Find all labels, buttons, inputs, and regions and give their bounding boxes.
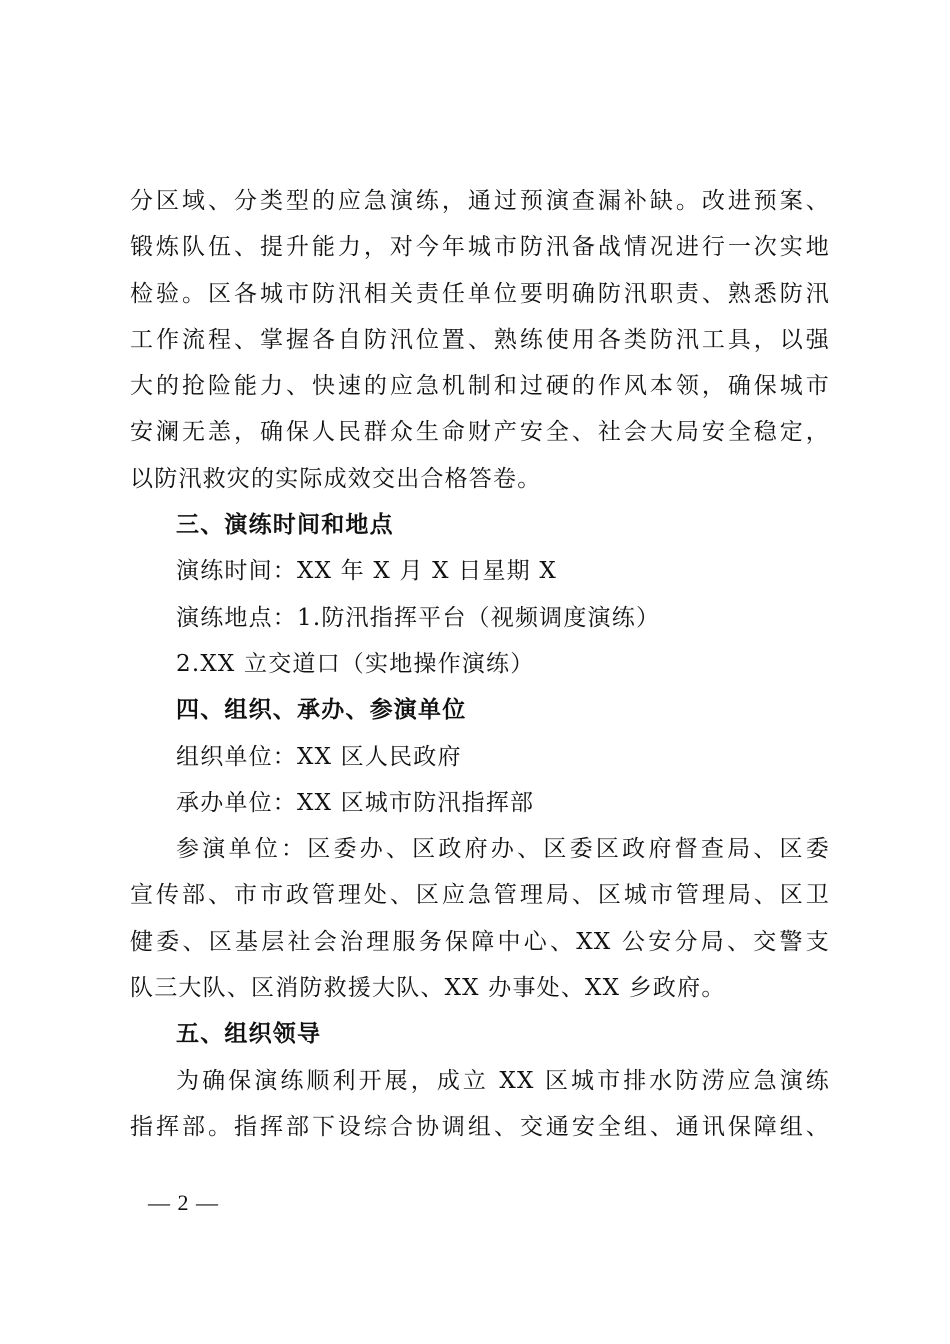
drill-time: 演练时间：XX 年 X 月 X 日星期 X [176,558,557,585]
participants-line: 队三大队、区消防救援大队、XX 办事处、XX 乡政府。 [130,975,726,1002]
body-line: 为确保演练顺利开展，成立 XX 区城市排水防涝应急演练 [176,1067,830,1094]
participants-line: 健委、区基层社会治理服务保障中心、XX 公安分局、交警支 [130,928,830,955]
page-number: — 2 — [148,1190,219,1215]
host-unit: 承办单位：XX 区城市防汛指挥部 [176,789,535,816]
participants-line: 宣传部、市市政管理处、区应急管理局、区城市管理局、区卫 [130,882,830,909]
body-line: 锻炼队伍、提升能力，对今年城市防汛备战情况进行一次实地 [130,234,830,261]
document-page [130,178,830,1150]
section-heading-3: 三、演练时间和地点 [176,512,394,539]
section-heading-5: 五、组织领导 [176,1021,322,1048]
section-heading-4: 四、组织、承办、参演单位 [176,697,467,724]
body-line: 指挥部。指挥部下设综合协调组、交通安全组、通讯保障组、 [130,1113,830,1140]
participants-line: 参演单位：区委办、区政府办、区委区政府督查局、区委 [176,836,830,863]
organizer-unit: 组织单位：XX 区人民政府 [176,743,462,770]
body-line: 以防汛救灾的实际成效交出合格答卷。 [130,465,542,492]
drill-place-2: 2.XX 立交道口（实地操作演练） [176,650,535,677]
body-line: 检验。区各城市防汛相关责任单位要明确防汛职责、熟悉防汛 [130,280,830,307]
body-line: 大的抢险能力、快速的应急机制和过硬的作风本领，确保城市 [130,373,830,400]
body-line: 安澜无恙，确保人民群众生命财产安全、社会大局安全稳定， [130,419,830,446]
drill-place: 演练地点：1.防汛指挥平台（视频调度演练） [176,604,661,631]
body-line: 工作流程、掌握各自防汛位置、熟练使用各类防汛工具，以强 [130,326,830,353]
body-line: 分区域、分类型的应急演练，通过预演查漏补缺。改进预案、 [130,188,830,214]
